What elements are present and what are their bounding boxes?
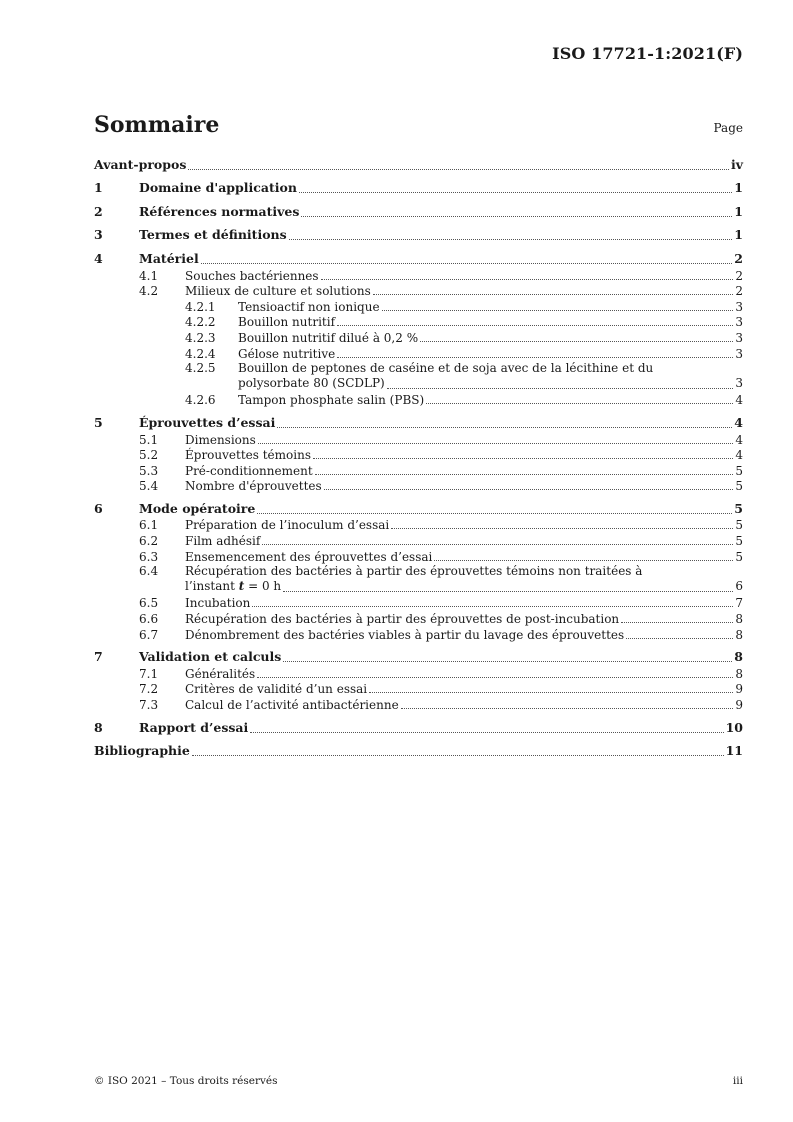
indent-spacer — [94, 564, 139, 580]
dot-leader — [401, 708, 734, 709]
dot-leader — [626, 638, 733, 639]
toc-entry-number: 2 — [94, 203, 103, 219]
toc-entry-number: 7.1 — [139, 666, 159, 681]
toc-subentry[interactable] — [94, 462, 743, 478]
dot-leader — [321, 279, 734, 280]
dot-leader — [299, 192, 732, 193]
toc-entry-number: 1 — [94, 180, 103, 196]
dot-leader — [382, 310, 734, 311]
toc-entry-title: Références normatives — [139, 203, 300, 219]
dot-leader — [621, 622, 733, 623]
toc-entry-title: Calcul de l’activité antibactérienne — [185, 698, 399, 712]
toc-subsubentry[interactable] — [94, 329, 743, 345]
toc-subsubentry[interactable] — [94, 361, 743, 392]
toc-entry-title: Domaine d'application — [139, 180, 297, 196]
toc-entry-page: 5 — [734, 500, 743, 516]
toc-entry-page: 4 — [735, 432, 743, 447]
toc-entry-number: 4.1 — [139, 268, 159, 283]
toc-entry-line — [94, 579, 743, 595]
dot-leader — [387, 388, 734, 389]
toc-entry[interactable] — [94, 648, 743, 666]
toc-entry-page: 5 — [735, 518, 743, 533]
toc-entry-title: Récupération des bactéries à partir des éprouvettes témoins non traitées à — [185, 563, 643, 578]
dot-leader — [391, 528, 733, 529]
toc-entry-page: 3 — [735, 299, 743, 314]
toc-entry-page: 3 — [735, 330, 743, 345]
toc-entry-title: Tampon phosphate salin (PBS) — [238, 393, 425, 408]
dot-leader — [420, 341, 733, 342]
toc-entry-title: Généralités — [185, 666, 256, 681]
toc-entry-title: Bouillon nutritif — [238, 315, 336, 330]
dot-leader — [337, 325, 733, 326]
dot-leader — [369, 692, 733, 693]
toc-entry-page: 4 — [735, 448, 743, 463]
toc-entry[interactable] — [94, 413, 743, 431]
toc-subentry[interactable] — [94, 548, 743, 564]
toc-entry-page: 8 — [735, 627, 743, 642]
toc-entry-number: 6.1 — [139, 518, 159, 533]
copyright-notice: © ISO 2021 – Tous droits réservés — [94, 1075, 278, 1087]
toc-entry-line — [94, 361, 743, 377]
toc-entry-title-continued: polysorbate 80 (SCDLP) — [238, 376, 385, 391]
toc-entry-number: 6.7 — [139, 627, 159, 642]
toc-entry[interactable] — [94, 742, 743, 760]
toc-entry-page: 2 — [735, 284, 743, 299]
toc-subsubentry[interactable] — [94, 298, 743, 314]
toc-entry-number: 4.2.1 — [185, 299, 216, 314]
toc-entry-title: Incubation — [185, 596, 251, 611]
page-title: Sommaire — [94, 112, 220, 138]
toc-entry-title: Bibliographie — [94, 743, 190, 759]
toc-entry-page: 8 — [734, 649, 743, 665]
title-part: = 0 h — [244, 579, 282, 594]
page-column-label: Page — [713, 121, 743, 135]
toc-entry-number: 4.2.3 — [185, 330, 216, 345]
toc-entry-page: 9 — [735, 682, 743, 697]
dot-leader — [373, 294, 734, 295]
page-number: iii — [732, 1075, 743, 1087]
toc-entry-page: 7 — [735, 596, 743, 611]
dot-leader — [283, 591, 733, 592]
toc-entry-number: 5 — [94, 414, 103, 430]
toc-entry-page: 10 — [725, 719, 743, 735]
toc-subentry[interactable] — [94, 595, 743, 611]
toc-entry-number: 5.1 — [139, 432, 159, 447]
dot-leader — [258, 443, 734, 444]
toc-subentry[interactable] — [94, 610, 743, 626]
toc-entry-title: Éprouvettes d’essai — [139, 414, 276, 430]
toc-entry-title: Avant-propos — [94, 156, 187, 172]
toc-entry-line — [94, 564, 743, 580]
toc-entry-page: 11 — [725, 743, 743, 759]
toc-entry-number: 4.2.5 — [185, 360, 216, 375]
toc-entry-page: 4 — [735, 393, 743, 408]
toc-entry-number: 5.2 — [139, 448, 159, 463]
toc-entry-title: Dénombrement des bactéries viables à partir du lavage des éprouvettes — [185, 627, 625, 642]
toc-entry[interactable] — [94, 499, 743, 517]
toc-entry-number: 6.4 — [139, 563, 159, 578]
toc-subentry[interactable] — [94, 517, 743, 533]
toc-entry-page: 5 — [735, 534, 743, 549]
toc-subentry[interactable] — [94, 665, 743, 681]
toc-subentry[interactable] — [94, 532, 743, 548]
toc-entry-title: Mode opératoire — [139, 500, 256, 516]
toc-subentry[interactable] — [94, 267, 743, 283]
toc-entry-page: 8 — [735, 666, 743, 681]
dot-leader — [289, 239, 733, 240]
toc-entry-number: 3 — [94, 227, 103, 243]
toc-entry[interactable] — [94, 155, 743, 173]
toc-entry-page: 3 — [735, 376, 743, 391]
toc-entry-title: Gélose nutritive — [238, 346, 336, 361]
toc-entry[interactable] — [94, 249, 743, 267]
dot-leader — [257, 677, 733, 678]
toc-subentry[interactable] — [94, 696, 743, 712]
dot-leader — [426, 403, 733, 404]
dot-leader — [313, 458, 733, 459]
toc-entry-page: iv — [730, 156, 743, 172]
toc-subentry[interactable] — [94, 478, 743, 494]
dot-leader — [434, 560, 733, 561]
toc-entry-page: 2 — [735, 268, 743, 283]
toc-entry-number: 7.3 — [139, 698, 159, 712]
toc-entry-title: Récupération des bactéries à partir des éprouvettes de post-incubation — [185, 612, 620, 627]
toc-entry-number: 4.2 — [139, 284, 159, 299]
toc-entry-page: 5 — [735, 479, 743, 494]
toc-entry-number: 6.6 — [139, 612, 159, 627]
toc-entry-number: 6 — [94, 500, 103, 516]
toc-entry-page: 6 — [735, 579, 743, 594]
toc-subentry[interactable] — [94, 626, 743, 642]
toc-entry-title: Éprouvettes témoins — [185, 448, 311, 463]
toc-entry-page: 1 — [734, 180, 743, 196]
toc-entry-title: Pré-conditionnement — [185, 463, 313, 478]
toc-entry-title: Tensioactif non ionique — [238, 299, 380, 314]
toc-entry-title: Rapport d’essai — [139, 719, 249, 735]
toc-entry-page: 1 — [734, 203, 743, 219]
toc-entry-number: 7 — [94, 649, 103, 665]
toc-entry-number: 4.2.6 — [185, 393, 216, 408]
dot-leader — [250, 732, 723, 733]
toc-entry-number: 4.2.4 — [185, 346, 216, 361]
toc-subentry[interactable] — [94, 283, 743, 299]
dot-leader — [277, 427, 732, 428]
toc-entry-title: Matériel — [139, 250, 199, 266]
toc-entry-title: Bouillon nutritif dilué à 0,2 % — [238, 330, 419, 345]
toc-subentry[interactable] — [94, 564, 743, 595]
toc-entry-title: Bouillon de peptones de caséine et de soja avec de la lécithine et du — [238, 360, 654, 375]
toc-entry-title: Film adhésif — [185, 534, 261, 549]
dot-leader — [252, 606, 733, 607]
dot-leader — [301, 216, 732, 217]
toc-entry-page: 3 — [735, 346, 743, 361]
table-of-contents — [94, 155, 743, 759]
title-part: l’instant — [185, 579, 239, 594]
toc-entry-number: 6.2 — [139, 534, 159, 549]
toc-entry-title: Ensemencement des éprouvettes d’essai — [185, 549, 433, 564]
toc-entry-line — [94, 376, 743, 392]
toc-entry-number: 5.3 — [139, 463, 159, 478]
toc-entry-number: 5.4 — [139, 479, 159, 494]
dot-leader — [201, 263, 733, 264]
dot-leader — [262, 544, 733, 545]
dot-leader — [283, 661, 732, 662]
dot-leader — [337, 357, 733, 358]
toc-entry-page: 5 — [735, 463, 743, 478]
toc-subsubentry[interactable] — [94, 314, 743, 330]
dot-leader — [188, 169, 729, 170]
toc-entry-title: Critères de validité d’un essai — [185, 682, 368, 697]
toc-entry-page: 3 — [735, 315, 743, 330]
variable-t: t — [238, 579, 245, 594]
indent-spacer — [94, 361, 185, 377]
toc-subsubentry[interactable] — [94, 392, 743, 408]
toc-entry-title: Milieux de culture et solutions — [185, 284, 371, 299]
dot-leader — [257, 513, 732, 514]
toc-entry-page: 4 — [734, 414, 743, 430]
toc-subentry[interactable] — [94, 431, 743, 447]
toc-entry-title-continued — [185, 579, 281, 595]
toc-entry-title: Souches bactériennes — [185, 268, 319, 283]
toc-entry-title: Nombre d'éprouvettes — [185, 479, 322, 494]
toc-entry-number: 4.2.2 — [185, 315, 216, 330]
dot-leader — [324, 489, 734, 490]
toc-entry-title: Termes et définitions — [139, 227, 287, 243]
toc-entry-page: 2 — [734, 250, 743, 266]
toc-entry-page: 8 — [735, 612, 743, 627]
toc-entry-page: 5 — [735, 549, 743, 564]
toc-entry[interactable] — [94, 202, 743, 220]
toc-entry[interactable] — [94, 226, 743, 244]
toc-entry-title: Validation et calculs — [139, 649, 282, 665]
toc-entry[interactable] — [94, 179, 743, 197]
toc-subsubentry[interactable] — [94, 345, 743, 361]
toc-subentry[interactable] — [94, 681, 743, 697]
toc-entry-number: 8 — [94, 719, 103, 735]
dot-leader — [315, 474, 734, 475]
toc-entry[interactable] — [94, 718, 743, 736]
title-row — [94, 112, 743, 138]
toc-entry-title: Préparation de l’inoculum d’essai — [185, 518, 390, 533]
toc-entry-number: 6.5 — [139, 596, 159, 611]
toc-entry-number: 6.3 — [139, 549, 159, 564]
toc-entry-title: Dimensions — [185, 432, 256, 447]
toc-entry-number: 4 — [94, 250, 103, 266]
toc-entry-number: 7.2 — [139, 682, 159, 697]
toc-entry-page: 1 — [734, 227, 743, 243]
toc-subentry[interactable] — [94, 447, 743, 463]
document-id: ISO 17721-1:2021(F) — [552, 44, 743, 63]
toc-entry-page: 9 — [735, 698, 743, 712]
dot-leader — [192, 755, 724, 756]
